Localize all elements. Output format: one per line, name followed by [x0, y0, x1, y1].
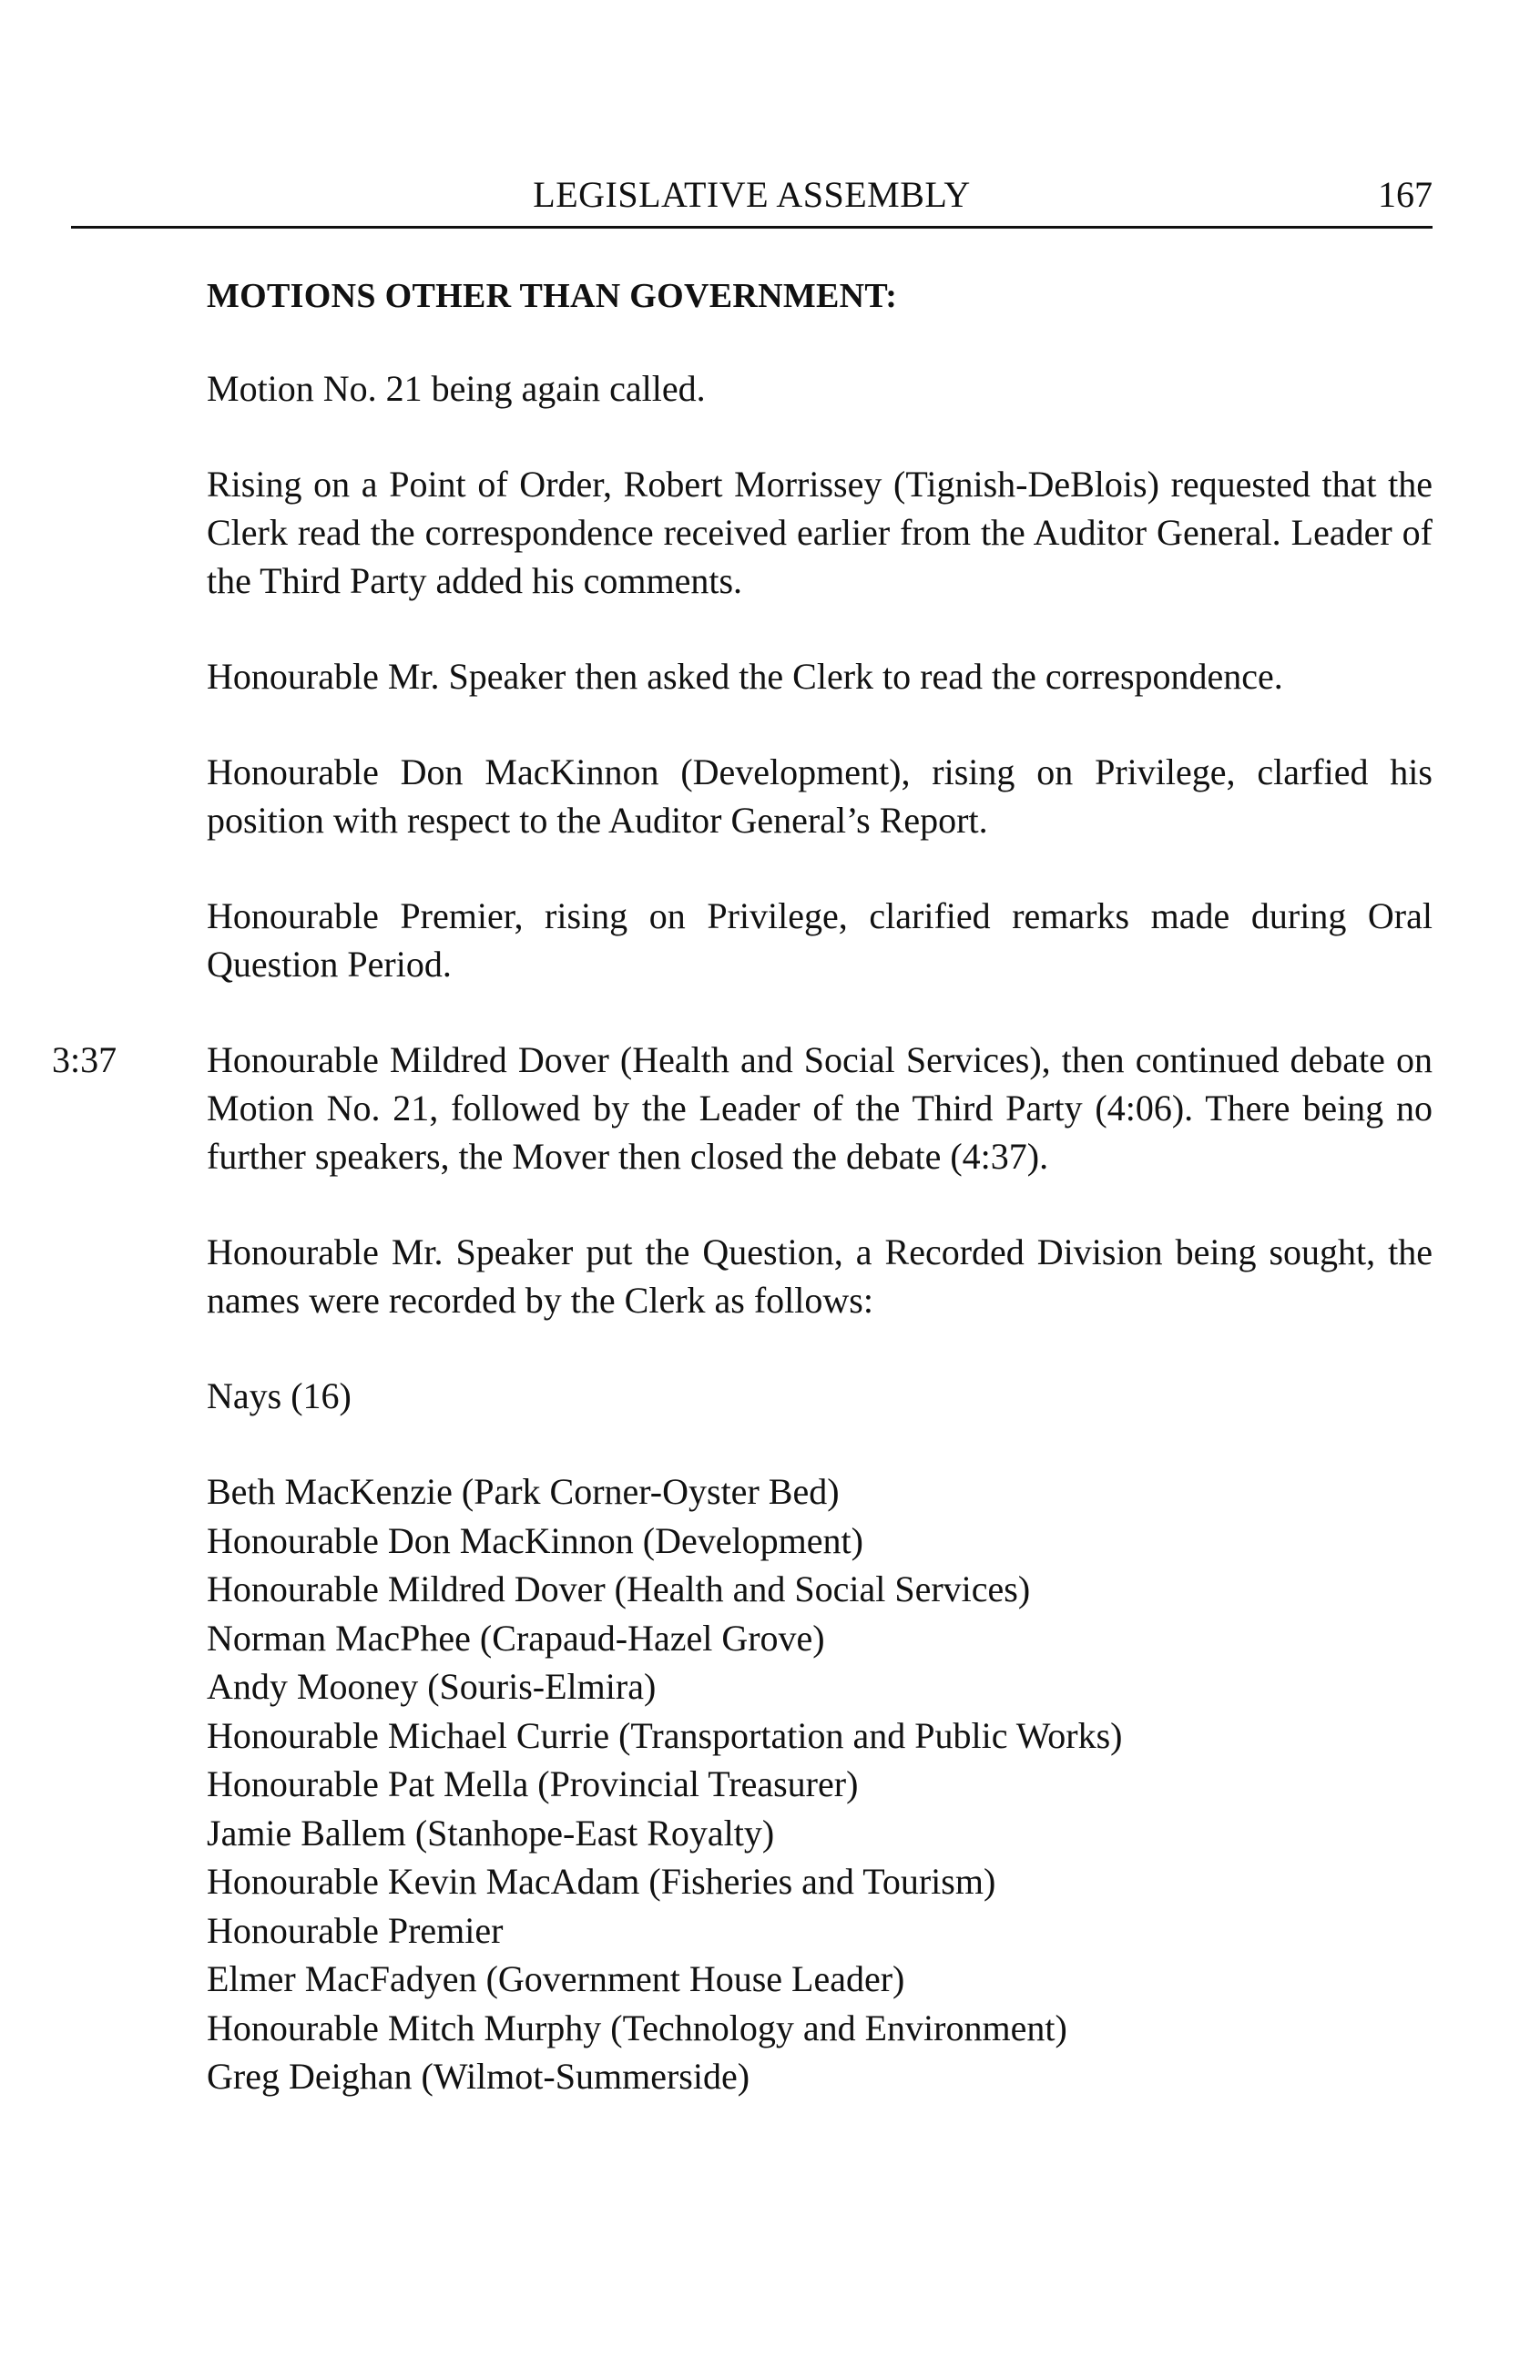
list-item: Norman MacPhee (Crapaud-Hazel Grove) [207, 1617, 825, 1659]
page-number: 167 [1378, 174, 1433, 215]
paragraph-recorded-division: Honourable Mr. Speaker put the Question, a Recorded Division being sought, the names were recorded by the Clerk as follows: [207, 1231, 1433, 1321]
paragraph-premier-privilege: Honourable Premier, rising on Privilege, clarified remarks made during Oral Question Period. [207, 895, 1433, 985]
paragraph-motion-called: Motion No. 21 being again called. [207, 368, 706, 409]
list-item: Honourable Mildred Dover (Health and Social Services) [207, 1568, 1031, 1609]
list-item: Beth MacKenzie (Park Corner-Oyster Bed) [207, 1471, 840, 1512]
nays-list [207, 1467, 1433, 2101]
list-item: Elmer MacFadyen (Government House Leader) [207, 1958, 905, 1999]
paragraph-debate-continued [52, 1036, 1433, 1180]
list-item: Honourable Michael Currie (Transportation and Public Works) [207, 1714, 1123, 1756]
paragraph-speaker-asked: Honourable Mr. Speaker then asked the Clerk to read the correspondence. [207, 656, 1283, 697]
paragraph-mackinnon-privilege: Honourable Don MacKinnon (Development), rising on Privilege, clarfied his position with respect to the Auditor General’s Report. [207, 751, 1433, 841]
list-item: Honourable Pat Mella (Provincial Treasurer) [207, 1763, 859, 1804]
paragraph-point-of-order: Rising on a Point of Order, Robert Morrissey (Tignish-DeBlois) requested that the Clerk read the correspondence received earlier from the Auditor General. Leader of the Third Party added his comments. [207, 464, 1433, 601]
list-item: Honourable Mitch Murphy (Technology and Environment) [207, 2007, 1067, 2048]
section-heading: MOTIONS OTHER THAN GOVERNMENT: [207, 277, 898, 315]
page-content [52, 273, 1433, 2101]
header-title: LEGISLATIVE ASSEMBLY [533, 174, 971, 215]
list-item: Jamie Ballem (Stanhope-East Royalty) [207, 1812, 775, 1854]
list-item: Andy Mooney (Souris-Elmira) [207, 1666, 657, 1707]
list-item: Honourable Kevin MacAdam (Fisheries and Tourism) [207, 1861, 996, 1902]
debate-text: Honourable Mildred Dover (Health and Social Services), then continued debate on Motion No. 21, followed by the Leader of the Third Party (4:06). There being no further speakers, the Mover then closed the debate (4:37). [207, 1039, 1433, 1177]
list-item: Honourable Don MacKinnon (Development) [207, 1519, 863, 1561]
time-stamp: 3:37 [52, 1039, 117, 1080]
list-item: Honourable Premier [207, 1909, 504, 1951]
list-item: Greg Deighan (Wilmot-Summerside) [207, 2056, 750, 2097]
page-header [71, 173, 1433, 229]
nays-heading: Nays (16) [207, 1375, 352, 1416]
